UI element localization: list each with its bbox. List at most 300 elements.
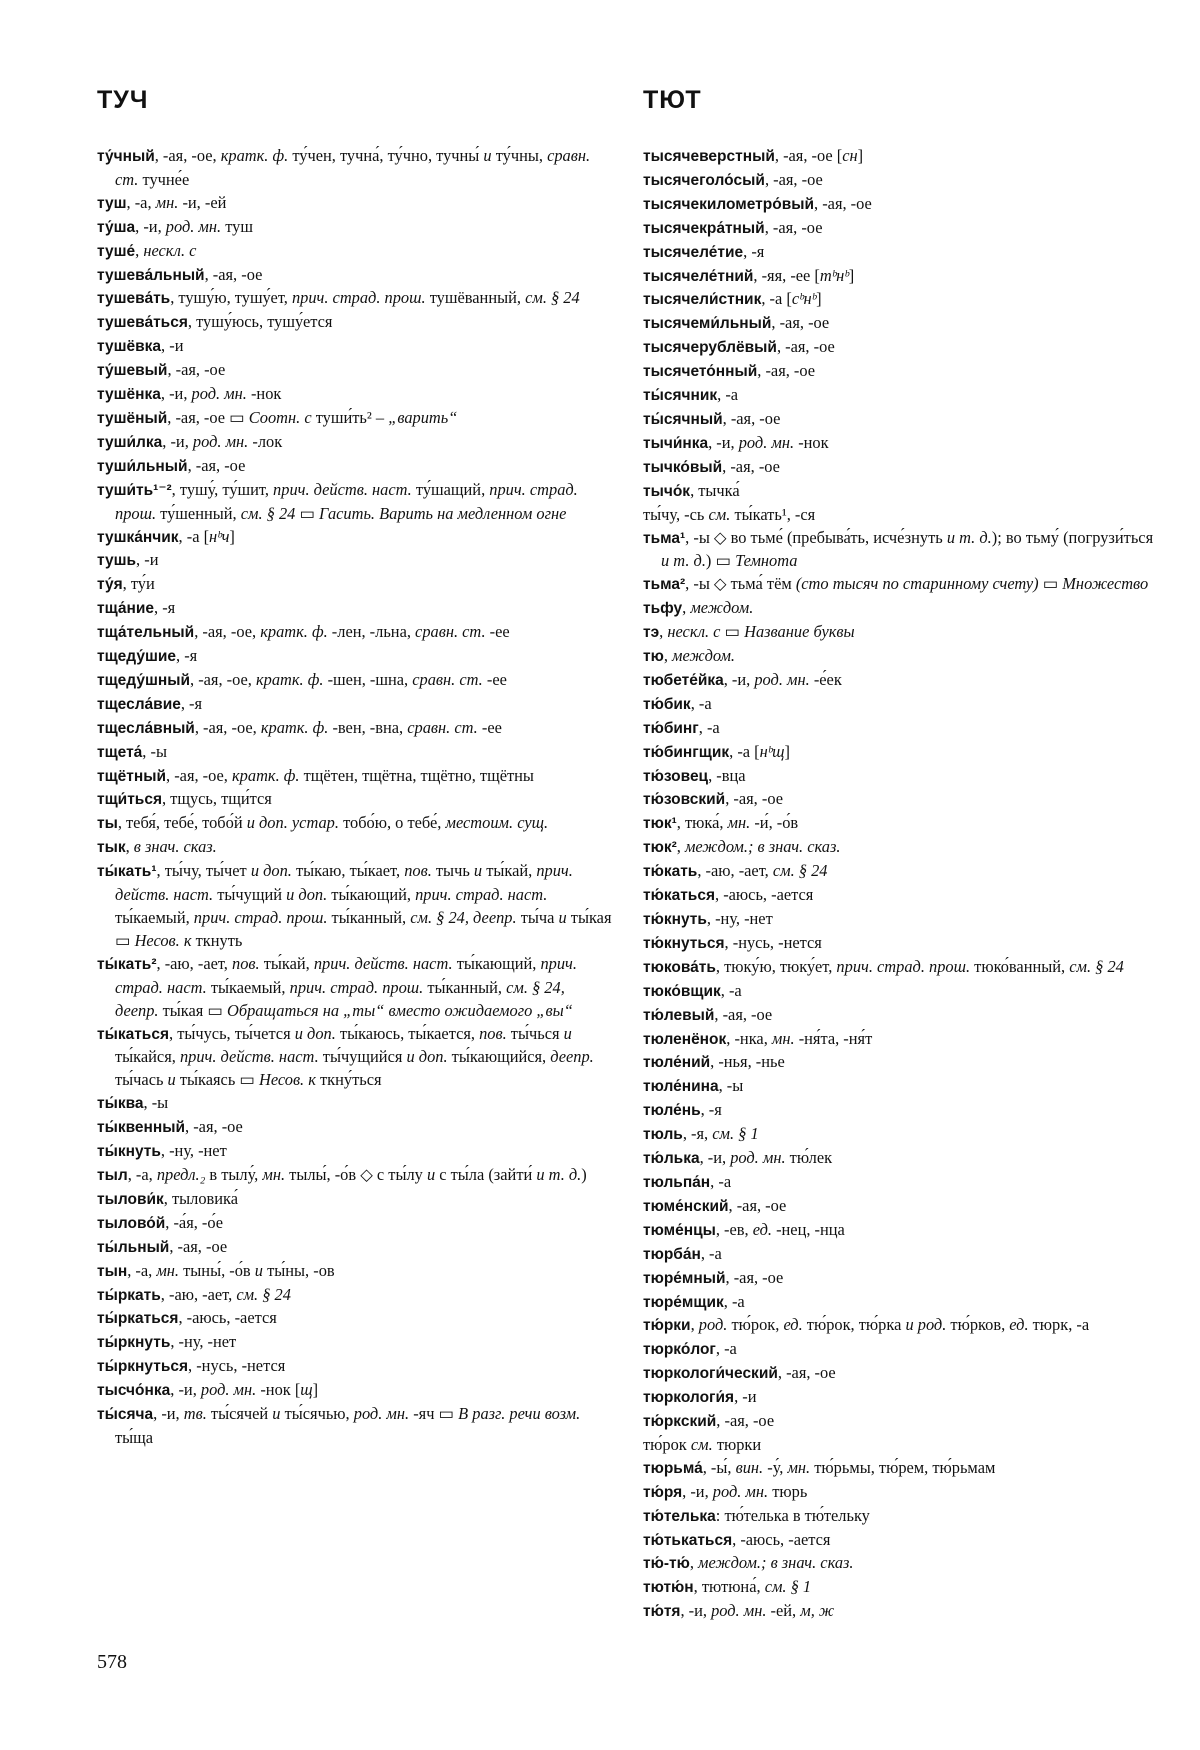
dictionary-entry — [643, 241, 1158, 265]
headword: туше́ — [97, 242, 136, 260]
headword: ты́ква — [97, 1095, 144, 1113]
headword: тщи́ться — [97, 791, 162, 809]
entry-text: , -аю, -ает, — [160, 1284, 237, 1304]
grammar-note: Обращаться на „ты“ вместо ожидаемого „вы“ — [227, 1000, 573, 1020]
grammar-note: прич. действ. наст. — [115, 861, 573, 905]
dictionary-entry — [643, 217, 1158, 241]
dictionary-entry — [97, 1236, 612, 1260]
headword: тю — [643, 648, 664, 666]
headword: тушь — [97, 552, 137, 570]
headword: тьма¹ — [643, 529, 686, 547]
headword: тю́кнуть — [643, 911, 707, 928]
headword: туш — [97, 194, 127, 212]
entry-text: , -ы — [143, 1093, 169, 1113]
entry-text: ты́канный, — [423, 977, 507, 997]
grammar-note: прич. страд. прош. — [836, 956, 971, 976]
entry-text: , -ну, -нет — [160, 1141, 227, 1161]
grammar-note: ед. — [783, 1315, 803, 1335]
entry-text: , тютюна́, — [693, 1577, 765, 1597]
headword: ту́чный — [97, 148, 155, 165]
entry-text: ) — [581, 1164, 587, 1184]
grammar-note: деепр. — [550, 1047, 594, 1067]
entry-text: тюрки — [712, 1434, 762, 1454]
headword: тысчо́нка — [97, 1382, 171, 1400]
entry-text: ты́чась — [115, 1070, 168, 1090]
dictionary-entry — [97, 765, 612, 789]
dictionary-entry — [97, 597, 612, 621]
grammar-note: род. мн. — [738, 432, 795, 452]
entry-text: , тушу́ю, тушу́ет, — [170, 288, 292, 308]
dictionary-entry — [643, 288, 1158, 312]
dictionary-entry — [643, 1219, 1158, 1243]
entry-text: , -ы — [718, 1076, 744, 1096]
entry-text: , — [125, 837, 134, 857]
entry-text: , -ая, -ое — [169, 1236, 228, 1256]
headword: туши́лка — [97, 433, 163, 451]
entry-text: , -ая, -ое, — [194, 717, 261, 737]
headword: тюле́нина — [643, 1078, 719, 1096]
entry-text: , -ы ◇ во тьме́ (пребыва́ть, исче́знуть — [685, 527, 947, 547]
headword: тысячеле́тний — [643, 267, 754, 285]
grammar-note: и — [473, 861, 483, 881]
headword: тю́каться — [643, 887, 715, 905]
grammar-note: м, ж — [800, 1601, 835, 1621]
grammar-note: пов. — [404, 861, 432, 881]
headword: тюркологи́я — [643, 1389, 735, 1407]
entry-text: , -ая, -ое ▭ — [167, 407, 249, 427]
headword: ты́кнуть — [97, 1143, 161, 1161]
entry-text: , -ев, — [715, 1219, 753, 1239]
entry-text: , -и, — [153, 1404, 184, 1424]
entry-text: , -ая, -ое — [776, 337, 835, 357]
entry-text: , — [659, 622, 668, 642]
dictionary-entry — [643, 1600, 1158, 1624]
entry-text: ▭ — [720, 622, 745, 642]
entry-text: ты́канный, — [327, 908, 411, 927]
headword: тюкова́ть — [643, 958, 716, 976]
headword: тю́рки — [643, 1317, 691, 1335]
headword: тюме́нский — [643, 1197, 729, 1215]
entry-text: , -а — [720, 980, 742, 1000]
dictionary-entry — [97, 812, 612, 836]
dictionary-entry — [643, 1195, 1158, 1219]
headword: тща́тельный — [97, 624, 195, 642]
entry-text: ); во тьму́ (погрузи́ться — [991, 527, 1154, 547]
dictionary-entry — [97, 693, 612, 717]
grammar-note: и — [483, 146, 492, 165]
dictionary-entry — [643, 1410, 1158, 1434]
grammar-note: см. — [690, 1434, 713, 1454]
dictionary-entry — [97, 240, 612, 264]
dictionary-entry — [643, 836, 1158, 860]
entry-text: , -аю, -ает, — [697, 861, 773, 881]
grammar-note: и — [558, 908, 567, 927]
headword: тычо́к — [643, 482, 691, 500]
entry-text: , -я — [700, 1100, 722, 1120]
left-column — [97, 145, 612, 1450]
grammar-note: см. § 24, деепр. — [410, 908, 517, 927]
dictionary-entry — [97, 741, 612, 765]
dictionary-entry — [97, 383, 612, 407]
entry-text: -яч ▭ — [409, 1404, 459, 1424]
grammar-note: местоим. сущ. — [445, 813, 549, 833]
entry-text: тю́рок, тю́рка — [802, 1315, 906, 1335]
grammar-note: род. мн. — [754, 669, 810, 689]
dictionary-entry — [97, 1307, 612, 1331]
grammar-note: см. § 24 — [236, 1284, 291, 1304]
entry-text: , -а́я, -о́е — [165, 1212, 224, 1232]
headword: ты́сячный — [643, 410, 723, 428]
dictionary-entry — [643, 265, 1158, 289]
headword: ты́каться — [97, 1025, 169, 1043]
entry-text: , -нка, — [726, 1028, 772, 1048]
dictionary-entry — [97, 1260, 612, 1284]
grammar-note: прич. действ. наст. — [313, 953, 453, 973]
entry-text: ▭ — [1038, 574, 1063, 594]
grammar-note: и т. д. — [946, 527, 992, 547]
headword: тюме́нцы — [643, 1221, 716, 1239]
dictionary-entry — [643, 884, 1158, 908]
grammar-note: сравн. ст. — [412, 669, 483, 689]
entry-text: тщётен, тщётна, тщётно, тщётны — [299, 765, 534, 785]
entry-text: , -а — [723, 1291, 745, 1311]
grammar-note: и — [167, 1070, 176, 1090]
entry-text: , -а — [710, 1171, 732, 1191]
grammar-note: прич. страд. прош. — [115, 479, 578, 523]
grammar-note: род. мн. — [712, 1481, 769, 1501]
entry-text: -шен, -шна, — [323, 669, 413, 689]
headword: тюльпа́н — [643, 1173, 711, 1191]
dictionary-entry — [643, 1386, 1158, 1410]
headword: тюко́вщик — [643, 982, 721, 1000]
grammar-note: сн — [842, 146, 858, 165]
dictionary-entry — [643, 456, 1158, 480]
dictionary-entry — [97, 1023, 612, 1093]
entry-text: , -вца — [708, 765, 746, 785]
headword: тушёнка — [97, 386, 161, 404]
entry-text: ты́чущий — [213, 885, 287, 905]
grammar-note: прич. действ. наст. — [273, 479, 412, 499]
entry-text: , -ая, -ое — [167, 360, 226, 380]
dictionary-entry — [97, 549, 612, 573]
grammar-note: и доп. — [406, 1047, 448, 1067]
dictionary-entry — [643, 1362, 1158, 1386]
entry-text: тю́рьмы, тю́рем, тю́рьмам — [810, 1457, 996, 1477]
entry-text: , тыловика́ — [163, 1188, 239, 1208]
grammar-note: см. § 1 — [712, 1124, 759, 1144]
entry-text: -ее — [477, 717, 502, 737]
grammar-note: кратк. ф. — [260, 717, 329, 737]
entry-text: , — [689, 1553, 699, 1573]
grammar-note: предл.₂ — [156, 1164, 206, 1184]
headword: тю́бингщик — [643, 743, 730, 761]
dictionary-entry — [97, 264, 612, 288]
headword: ты́кать² — [97, 955, 157, 973]
headword: тын — [97, 1262, 128, 1280]
entry-text: ты́кай, — [482, 861, 537, 881]
dictionary-entry — [97, 669, 612, 693]
entry-text: , -и, — [708, 432, 739, 452]
entry-text: ты́кай, — [259, 953, 314, 973]
headword: тю́зовский — [643, 791, 726, 809]
headword: тю́тя — [643, 1603, 681, 1621]
grammar-note: и род. — [905, 1315, 947, 1335]
dictionary-entry — [643, 1576, 1158, 1600]
grammar-note: род. мн. — [711, 1601, 767, 1621]
grammar-note: см. § 1 — [764, 1577, 812, 1597]
entry-text: , тебя́, тебе́, тобо́й — [117, 813, 247, 833]
entry-text: ] — [857, 146, 864, 165]
grammar-note: и т. д. — [661, 551, 706, 571]
entry-text: ты́каемый, — [115, 908, 194, 927]
dictionary-entry — [97, 431, 612, 455]
grammar-note: прич. страд. наст. — [115, 953, 577, 997]
headword: тю́ря — [643, 1483, 683, 1501]
entry-text: в тылу́, — [205, 1164, 263, 1184]
entry-text: ту́чны, — [491, 146, 548, 165]
entry-text: , тычка́ — [690, 480, 740, 500]
headword: ту́шевый — [97, 362, 168, 380]
headword: тща́ние — [97, 600, 154, 618]
entry-text: , -ая, -ое — [204, 264, 263, 284]
headword: тюрба́н — [643, 1245, 701, 1263]
grammar-note: прич. страд. прош. — [291, 288, 426, 308]
headword: ты́сячник — [643, 387, 718, 405]
dictionary-entry — [97, 287, 612, 311]
headword: тьфу — [643, 600, 683, 618]
entry-text: , тюку́ю, тюку́ет, — [715, 956, 837, 976]
entry-text: , -ая, -ое — [722, 456, 780, 476]
grammar-note: междом. — [672, 646, 736, 666]
headword: тысячекилометро́вый — [643, 195, 815, 213]
dictionary-entry — [643, 432, 1158, 456]
headword: тысячекра́тный — [643, 219, 765, 237]
headword: тю́тькаться — [643, 1531, 733, 1549]
headword: тычи́нка — [643, 434, 709, 452]
entry-text: , -а — [698, 717, 720, 737]
entry-text: , -и, — [135, 216, 166, 236]
entry-text: , — [690, 1315, 699, 1335]
entry-text: , -и, — [699, 1148, 731, 1168]
dictionary-entry — [97, 1379, 612, 1403]
entry-text: , -аюсь, -ается — [178, 1308, 277, 1328]
headword: тюленёнок — [643, 1030, 727, 1048]
headword: тю́телька — [643, 1507, 716, 1525]
headword: тысячеголо́сый — [643, 171, 765, 189]
dictionary-entry — [97, 860, 612, 953]
grammar-note: мн. — [787, 1457, 811, 1477]
entry-text: , -я — [176, 646, 198, 666]
entry-text: тюрь — [768, 1481, 808, 1501]
headword: тьма² — [643, 576, 686, 594]
entry-text: ] — [848, 265, 855, 285]
headword: ты — [97, 815, 118, 833]
dictionary-entry — [643, 193, 1158, 217]
entry-text: -ее — [485, 622, 510, 642]
headword: тю́лька — [643, 1150, 700, 1168]
entry-text: , -а [ — [761, 289, 792, 309]
headword: тю́левый — [643, 1006, 715, 1024]
entry-text: ткнуть — [191, 930, 243, 950]
entry-text: тобо́ю, о тебе́, — [338, 813, 446, 833]
entry-text: ты́кать¹, -ся — [730, 504, 816, 524]
entry-text: -нок [ — [256, 1380, 301, 1400]
dictionary-entry — [97, 953, 612, 1023]
dictionary-entry — [643, 812, 1158, 836]
headword: тщета́ — [97, 743, 143, 761]
dictionary-entry — [643, 312, 1158, 336]
entry-text: , -нья, -нье — [710, 1052, 785, 1072]
dictionary-entry — [643, 1267, 1158, 1291]
entry-text: , тюка́, — [676, 813, 728, 833]
dictionary-entry — [643, 765, 1158, 789]
grammar-note: прич. действ. наст. — [179, 1047, 319, 1067]
grammar-note: род. мн. — [165, 216, 222, 236]
entry-text: , -ну, -нет — [706, 909, 773, 928]
headword: тщётный — [97, 767, 167, 785]
entry-text: ты́чущийся — [318, 1047, 407, 1067]
entry-text: , -ая, -ое, — [166, 765, 233, 785]
entry-text: -ня́та, -ня́т — [794, 1028, 873, 1048]
dictionary-entry — [643, 693, 1158, 717]
dictionary-entry — [97, 1116, 612, 1140]
grammar-note: междом.; в знач. сказ. — [698, 1553, 854, 1573]
headword: тысячето́нный — [643, 363, 758, 381]
entry-text: : тю́телька в тю́тельку — [715, 1505, 870, 1525]
grammar-note: сравн. ст. — [115, 146, 591, 189]
entry-text: -вен, -вна, — [328, 717, 408, 737]
entry-text: , -и, — [162, 431, 193, 451]
headword: тю́кнуться — [643, 934, 725, 952]
dictionary-entry — [643, 1028, 1158, 1052]
entry-text: ты́сячей — [206, 1404, 273, 1424]
entry-text: , -ая, -ое — [716, 1411, 775, 1431]
dictionary-entry — [643, 1291, 1158, 1315]
dictionary-entry — [643, 504, 1158, 527]
entry-text: ткну́ться — [315, 1070, 382, 1090]
entry-text: , -ая, -ое — [725, 1267, 784, 1287]
entry-text: , -а — [700, 1243, 722, 1263]
entry-text: тычь — [431, 861, 474, 881]
headword: тысячеле́тие — [643, 243, 744, 261]
dictionary-entry — [643, 788, 1158, 812]
dictionary-entry — [643, 860, 1158, 884]
dictionary-entry — [643, 645, 1158, 669]
dictionary-entry — [97, 479, 612, 526]
headword: тысячеми́льный — [643, 315, 772, 333]
grammar-note: междом.; в знач. сказ. — [684, 837, 841, 857]
dictionary-entry — [97, 717, 612, 741]
entry-text: , — [663, 646, 673, 666]
entry-text: , -а [ — [178, 526, 210, 546]
entry-text: , -ая, -ое — [187, 455, 246, 475]
entry-text: ▭ — [295, 503, 320, 523]
headword: туши́ть¹⁻² — [97, 481, 172, 499]
dictionary-entry — [643, 1338, 1158, 1362]
entry-text: , -ну, -нет — [170, 1332, 237, 1352]
grammar-note: мн. — [155, 192, 179, 212]
dictionary-entry — [97, 1284, 612, 1308]
entry-text: -нец, -нца — [771, 1219, 845, 1239]
grammar-note: Несов. к — [258, 1070, 316, 1090]
grammar-note: пов. — [479, 1023, 507, 1043]
headword: тщеду́шный — [97, 671, 190, 689]
grammar-note: мн. — [156, 1260, 180, 1280]
entry-text: ты́ча — [516, 908, 559, 927]
entry-text: -лен, -льна, — [327, 622, 416, 642]
entry-text: , тщусь, тщи́тся — [161, 789, 272, 809]
dictionary-entry — [97, 1140, 612, 1164]
dictionary-entry — [643, 573, 1158, 597]
headword: тюль — [643, 1126, 683, 1144]
dictionary-entry — [97, 311, 612, 335]
grammar-note: сравн. ст. — [415, 622, 486, 642]
grammar-note: в знач. сказ. — [133, 837, 217, 857]
grammar-note: щ — [300, 1380, 313, 1400]
dictionary-entry — [97, 1092, 612, 1116]
grammar-note: см. § 24 — [525, 288, 580, 308]
headword: ты́кать¹ — [97, 863, 157, 881]
headword: ты́ркать — [97, 1286, 161, 1304]
grammar-note: Несов. к — [134, 930, 192, 950]
headword: тютю́н — [643, 1579, 694, 1597]
entry-text: , — [135, 240, 144, 260]
entry-text: ты́каюсь, ты́кается, — [335, 1023, 480, 1043]
headword: тэ — [643, 624, 660, 642]
entry-text: , -я — [743, 241, 765, 261]
dictionary-entry — [643, 956, 1158, 980]
dictionary-entry — [97, 1403, 612, 1450]
entry-text: ты́кайся, — [115, 1047, 180, 1067]
entry-text: ты́каю, ты́кает, — [291, 861, 405, 881]
entry-text: , -ая, -ое, — [190, 669, 256, 689]
dictionary-entry — [643, 1481, 1158, 1505]
entry-text: , -аюсь, -ается — [732, 1529, 831, 1549]
grammar-note: род. мн. — [191, 384, 247, 404]
dictionary-entry — [643, 1051, 1158, 1075]
entry-text: -и́, -о́в — [750, 813, 799, 833]
grammar-note: прич. страд. наст. — [415, 885, 548, 905]
dictionary-entry — [97, 836, 612, 860]
grammar-note: тв. — [183, 1404, 207, 1424]
entry-text: , -ая, -ое — [764, 169, 823, 189]
dictionary-entry — [97, 645, 612, 669]
entry-text: ты́каемый, — [206, 977, 290, 997]
entry-text: с ты́ла (зайти́ — [435, 1164, 537, 1184]
entry-text: ты́кая ▭ — [158, 1000, 228, 1020]
entry-text: ты́ны, -ов — [262, 1260, 335, 1280]
entry-text: , -и — [136, 550, 159, 570]
dictionary-entry — [643, 741, 1158, 765]
grammar-note: мн. — [727, 813, 751, 833]
entry-text: тюрк, -а — [1028, 1315, 1090, 1335]
entry-text: , -а — [715, 1339, 737, 1359]
dictionary-entry — [643, 1243, 1158, 1267]
entry-text: ту́чен, тучна́, ту́чно, тучны́ — [288, 146, 484, 165]
entry-text: , ты́чу, ты́чет — [156, 861, 251, 881]
dictionary-entry — [97, 1164, 612, 1188]
dictionary-entry — [97, 455, 612, 479]
grammar-note: и — [272, 1404, 281, 1424]
entry-text: , -я, — [682, 1124, 713, 1144]
headword: тылово́й — [97, 1214, 166, 1232]
headword: тушева́льный — [97, 266, 205, 284]
dictionary-entry — [643, 669, 1158, 693]
dictionary-entry — [643, 145, 1158, 169]
entry-text: , -а, — [127, 1164, 157, 1184]
entry-text: ] — [312, 1380, 319, 1400]
dictionary-entry — [97, 192, 612, 216]
